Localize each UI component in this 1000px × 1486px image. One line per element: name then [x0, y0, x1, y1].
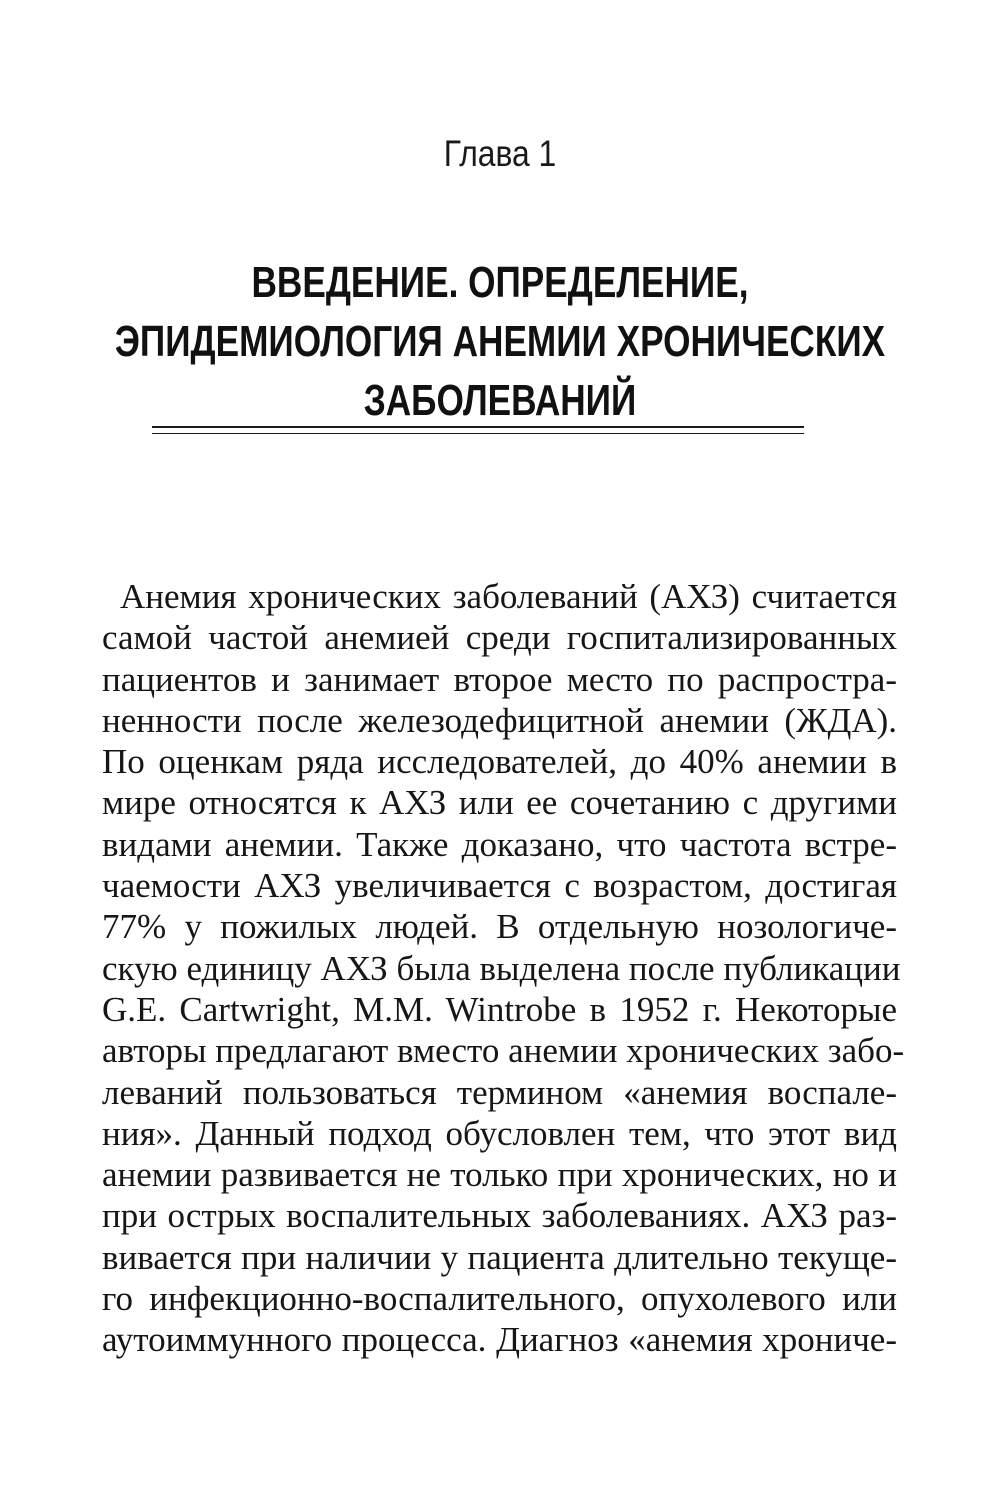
title-line: ЗАБОЛЕВАНИЙ: [363, 376, 637, 425]
paragraph-line: авторы предлагают вместо анемии хронических забо-: [102, 1031, 905, 1071]
paragraph-line: пациентов и занимает второе место по распростра-: [102, 659, 897, 699]
title-line: ВВЕДЕНИЕ. ОПРЕДЕЛЕНИЕ,: [251, 258, 749, 307]
paragraph-line: чаемости АХЗ увеличивается с возрастом, достигая: [102, 866, 897, 906]
paragraph-line: скую единицу АХЗ была выделена после публикации: [102, 948, 901, 988]
paragraph-line: аутоиммунного процесса. Диагноз «анемия хрониче-: [102, 1320, 897, 1360]
paragraph-line: ния». Данный подход обусловлен тем, что этот вид: [102, 1113, 897, 1153]
paragraph-line: Анемия хронических заболеваний (АХЗ) считается: [120, 577, 897, 616]
paragraph-line: леваний пользоваться термином «анемия воспале-: [102, 1072, 897, 1112]
paragraph-line: видами анемии. Также доказано, что частота встре-: [102, 824, 897, 864]
paragraph-line: анемии развивается не только при хронических, но и: [102, 1155, 897, 1195]
title-line: ЭПИДЕМИОЛОГИЯ АНЕМИИ ХРОНИЧЕСКИХ: [114, 317, 886, 366]
paragraph-line: самой частой анемией среди госпитализированных: [102, 618, 897, 658]
paragraph-line: вивается при наличии у пациента длительно текуще-: [102, 1237, 897, 1277]
paragraph-line: ненности после железодефицитной анемии (ЖДА).: [102, 700, 897, 740]
paragraph-line: 77% у пожилых людей. В отдельную нозологиче-: [102, 907, 897, 947]
paragraph-line: G.E. Cartwright, M.M. Wintrobe в 1952 г. Некоторые: [102, 989, 897, 1029]
title-divider-thick: [152, 426, 804, 428]
paragraph-line: го инфекционно-воспалительного, опухолевого или: [102, 1279, 897, 1319]
chapter-label: Глава 1: [443, 133, 557, 174]
paragraph-line: мире относятся к АХЗ или ее сочетанию с другими: [102, 783, 897, 823]
title-divider-thin: [152, 433, 804, 434]
paragraph-line: По оценкам ряда исследователей, до 40% анемии в: [102, 742, 897, 782]
paragraph-line: при острых воспалительных заболеваниях. АХЗ раз-: [102, 1196, 897, 1236]
chapter-title: [0, 253, 1000, 430]
body-paragraph: [102, 576, 905, 1361]
